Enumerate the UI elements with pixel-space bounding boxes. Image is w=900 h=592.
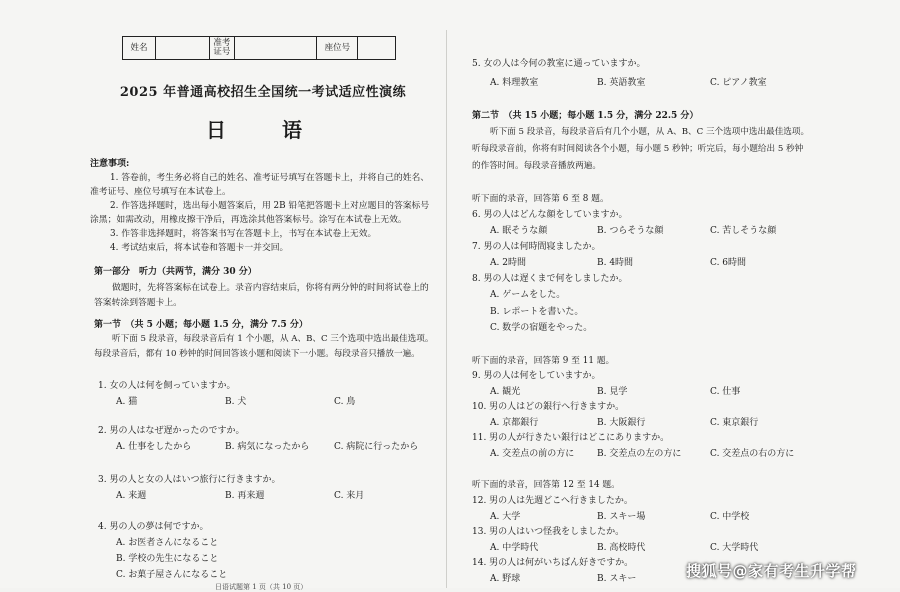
q5-option-b: B. 英語教室 xyxy=(597,78,646,88)
name-blank xyxy=(156,37,210,59)
q4-option-a: A. お医者さんになること xyxy=(116,538,219,548)
question-7: 7. 男の人は何時間寝ましたか。 xyxy=(472,242,601,252)
question-11: 11. 男の人が行きたい銀行はどこにありますか。 xyxy=(472,433,670,443)
page-fold-line xyxy=(446,30,447,588)
q9-option-c: C. 仕事 xyxy=(710,387,741,397)
question-1: 1. 女の人は何を飼っていますか。 xyxy=(98,381,236,391)
seat-label: 座位号 xyxy=(317,37,358,59)
q10-option-a: A. 京都銀行 xyxy=(490,418,539,428)
question-12: 12. 男の人は先週どこへ行きましたか。 xyxy=(472,496,633,506)
q8-option-b: B. レポートを書いた。 xyxy=(490,307,584,317)
q1-option-a: A. 猫 xyxy=(116,397,138,407)
question-3: 3. 男の人と女の人はいつ旅行に行きますか。 xyxy=(98,475,281,485)
group-instruction: 听下面的录音，回答第 12 至 14 题。 xyxy=(472,480,620,490)
q12-option-b: B. スキー場 xyxy=(597,512,646,522)
question-6: 6. 男の人はどんな顔をしていますか。 xyxy=(472,210,628,220)
name-label: 姓名 xyxy=(123,37,156,59)
q6-option-b: B. つらそうな顔 xyxy=(597,226,664,236)
section1-desc: 听下面 5 段录音，每段录音后有 1 个小题，从 A、B、C 三个选项中选出最佳选项。 xyxy=(112,334,434,344)
q13-option-b: B. 高校時代 xyxy=(597,543,646,553)
q2-option-b: B. 病気になったから xyxy=(225,442,310,452)
section2-desc: 听下面 5 段录音，每段录音后有几个小题，从 A、B、C 三个选项中选出最佳选项。 xyxy=(490,127,810,137)
q13-option-c: C. 大学時代 xyxy=(710,543,759,553)
q11-option-c: C. 交差点の右の方に xyxy=(710,449,795,459)
q13-option-a: A. 中学時代 xyxy=(490,543,539,553)
note-line: 1. 答卷前，考生务必将自己的姓名、准考证号填写在答题卡上，并将自己的姓名、 xyxy=(110,173,430,183)
part1-desc: 答案转涂到答题卡上。 xyxy=(94,298,182,308)
note-line: 准考证号、座位号填写在本试卷上。 xyxy=(90,187,231,197)
q10-option-b: B. 大阪銀行 xyxy=(597,418,646,428)
q5-option-c: C. ピアノ教室 xyxy=(710,78,767,88)
part1-desc: 做题时，先将答案标在试卷上。录音内容结束后，你将有两分钟的时间将试卷上的 xyxy=(112,283,429,293)
question-9: 9. 男の人は何をしていますか。 xyxy=(472,371,601,381)
note-line: 3. 作答非选择题时，将答案书写在答题卡上，书写在本试卷上无效。 xyxy=(110,229,377,239)
question-4: 4. 男の人の夢は何ですか。 xyxy=(98,522,209,532)
source-watermark: 搜狐号@家有考生升学帮 xyxy=(686,562,857,580)
q14-option-b: B. スキー xyxy=(597,574,637,584)
q7-option-c: C. 6時間 xyxy=(710,258,747,268)
note-line: 涂黑；如需改动，用橡皮擦干净后，再选涂其他答案标号。涂写在本试卷上无效。 xyxy=(90,215,407,225)
q1-option-c: C. 鳥 xyxy=(334,397,356,407)
page-footer: 日语试题第 1 页（共 10 页） xyxy=(215,583,308,591)
q12-option-a: A. 大学 xyxy=(490,512,521,522)
exam-id-label: 准考证号 xyxy=(210,37,235,59)
q9-option-a: A. 観光 xyxy=(490,387,521,397)
q11-option-a: A. 交差点の前の方に xyxy=(490,449,575,459)
group-instruction: 听下面的录音，回答第 6 至 8 题。 xyxy=(472,194,609,204)
notes-heading: 注意事项: xyxy=(90,159,130,169)
q8-option-c: C. 数学の宿題をやった。 xyxy=(490,323,593,333)
seat-blank xyxy=(358,37,395,59)
question-10: 10. 男の人はどの銀行へ行きますか。 xyxy=(472,402,625,412)
note-line: 2. 作答选择题时，选出每小题答案后，用 2B 铅笔把答题卡上对应题目的答案标号 xyxy=(110,201,430,211)
q14-option-a: A. 野球 xyxy=(490,574,521,584)
question-13: 13. 男の人はいつ怪我をしましたか。 xyxy=(472,527,625,537)
q3-option-c: C. 来月 xyxy=(334,491,365,501)
q12-option-c: C. 中学校 xyxy=(710,512,750,522)
note-line: 4. 考试结束后，将本试卷和答题卡一并交回。 xyxy=(110,243,289,253)
q6-option-c: C. 苦しそうな顔 xyxy=(710,226,777,236)
question-2: 2. 男の人はなぜ遅かったのですか。 xyxy=(98,426,245,436)
q3-option-a: A. 来週 xyxy=(116,491,147,501)
q11-option-b: B. 交差点の左の方に xyxy=(597,449,682,459)
q2-option-a: A. 仕事をしたから xyxy=(116,442,192,452)
q2-option-c: C. 病院に行ったから xyxy=(334,442,419,452)
group-instruction: 听下面的录音，回答第 9 至 11 题。 xyxy=(472,356,615,366)
section1-heading: 第一节 （共 5 小题；每小题 1.5 分，满分 7.5 分） xyxy=(94,320,308,330)
section1-desc: 每段录音后，都有 10 秒钟的时间回答该小题和阅读下一小题。每段录音只播放一遍。 xyxy=(94,349,420,359)
part1-heading: 第一部分 听力（共两节，满分 30 分） xyxy=(94,267,257,277)
section2-heading: 第二节 （共 15 小题；每小题 1.5 分，满分 22.5 分） xyxy=(472,111,699,121)
question-14: 14. 男の人は何がいちばん好きですか。 xyxy=(472,558,634,568)
q7-option-a: A. 2時間 xyxy=(490,258,526,268)
q8-option-a: A. ゲームをした。 xyxy=(490,290,566,300)
q3-option-b: B. 再来週 xyxy=(225,491,265,501)
q4-option-c: C. お菓子屋さんになること xyxy=(116,570,228,580)
q4-option-b: B. 学校の先生になること xyxy=(116,554,219,564)
section2-desc: 听每段录音前，你将有时间阅读各个小题，每小题 5 秒钟；听完后，每小题给出 5 秒钟 xyxy=(472,144,804,154)
q6-option-a: A. 眠そうな顔 xyxy=(490,226,548,236)
question-8: 8. 男の人は遅くまで何をしましたか。 xyxy=(472,274,628,284)
exam-title: 2025 年普通高校招生全国统一考试适应性演练 xyxy=(119,85,407,100)
exam-id-blank xyxy=(235,37,317,59)
subject-title: 日 语 xyxy=(206,118,320,142)
q9-option-b: B. 見学 xyxy=(597,387,628,397)
section2-desc: 的作答时间。每段录音播放两遍。 xyxy=(472,161,601,171)
question-5: 5. 女の人は今何の教室に通っていますか。 xyxy=(472,59,646,69)
q10-option-c: C. 東京銀行 xyxy=(710,418,759,428)
q1-option-b: B. 犬 xyxy=(225,397,247,407)
q5-option-a: A. 料理教室 xyxy=(490,78,539,88)
candidate-info-box xyxy=(122,36,396,60)
q7-option-b: B. 4時間 xyxy=(597,258,634,268)
